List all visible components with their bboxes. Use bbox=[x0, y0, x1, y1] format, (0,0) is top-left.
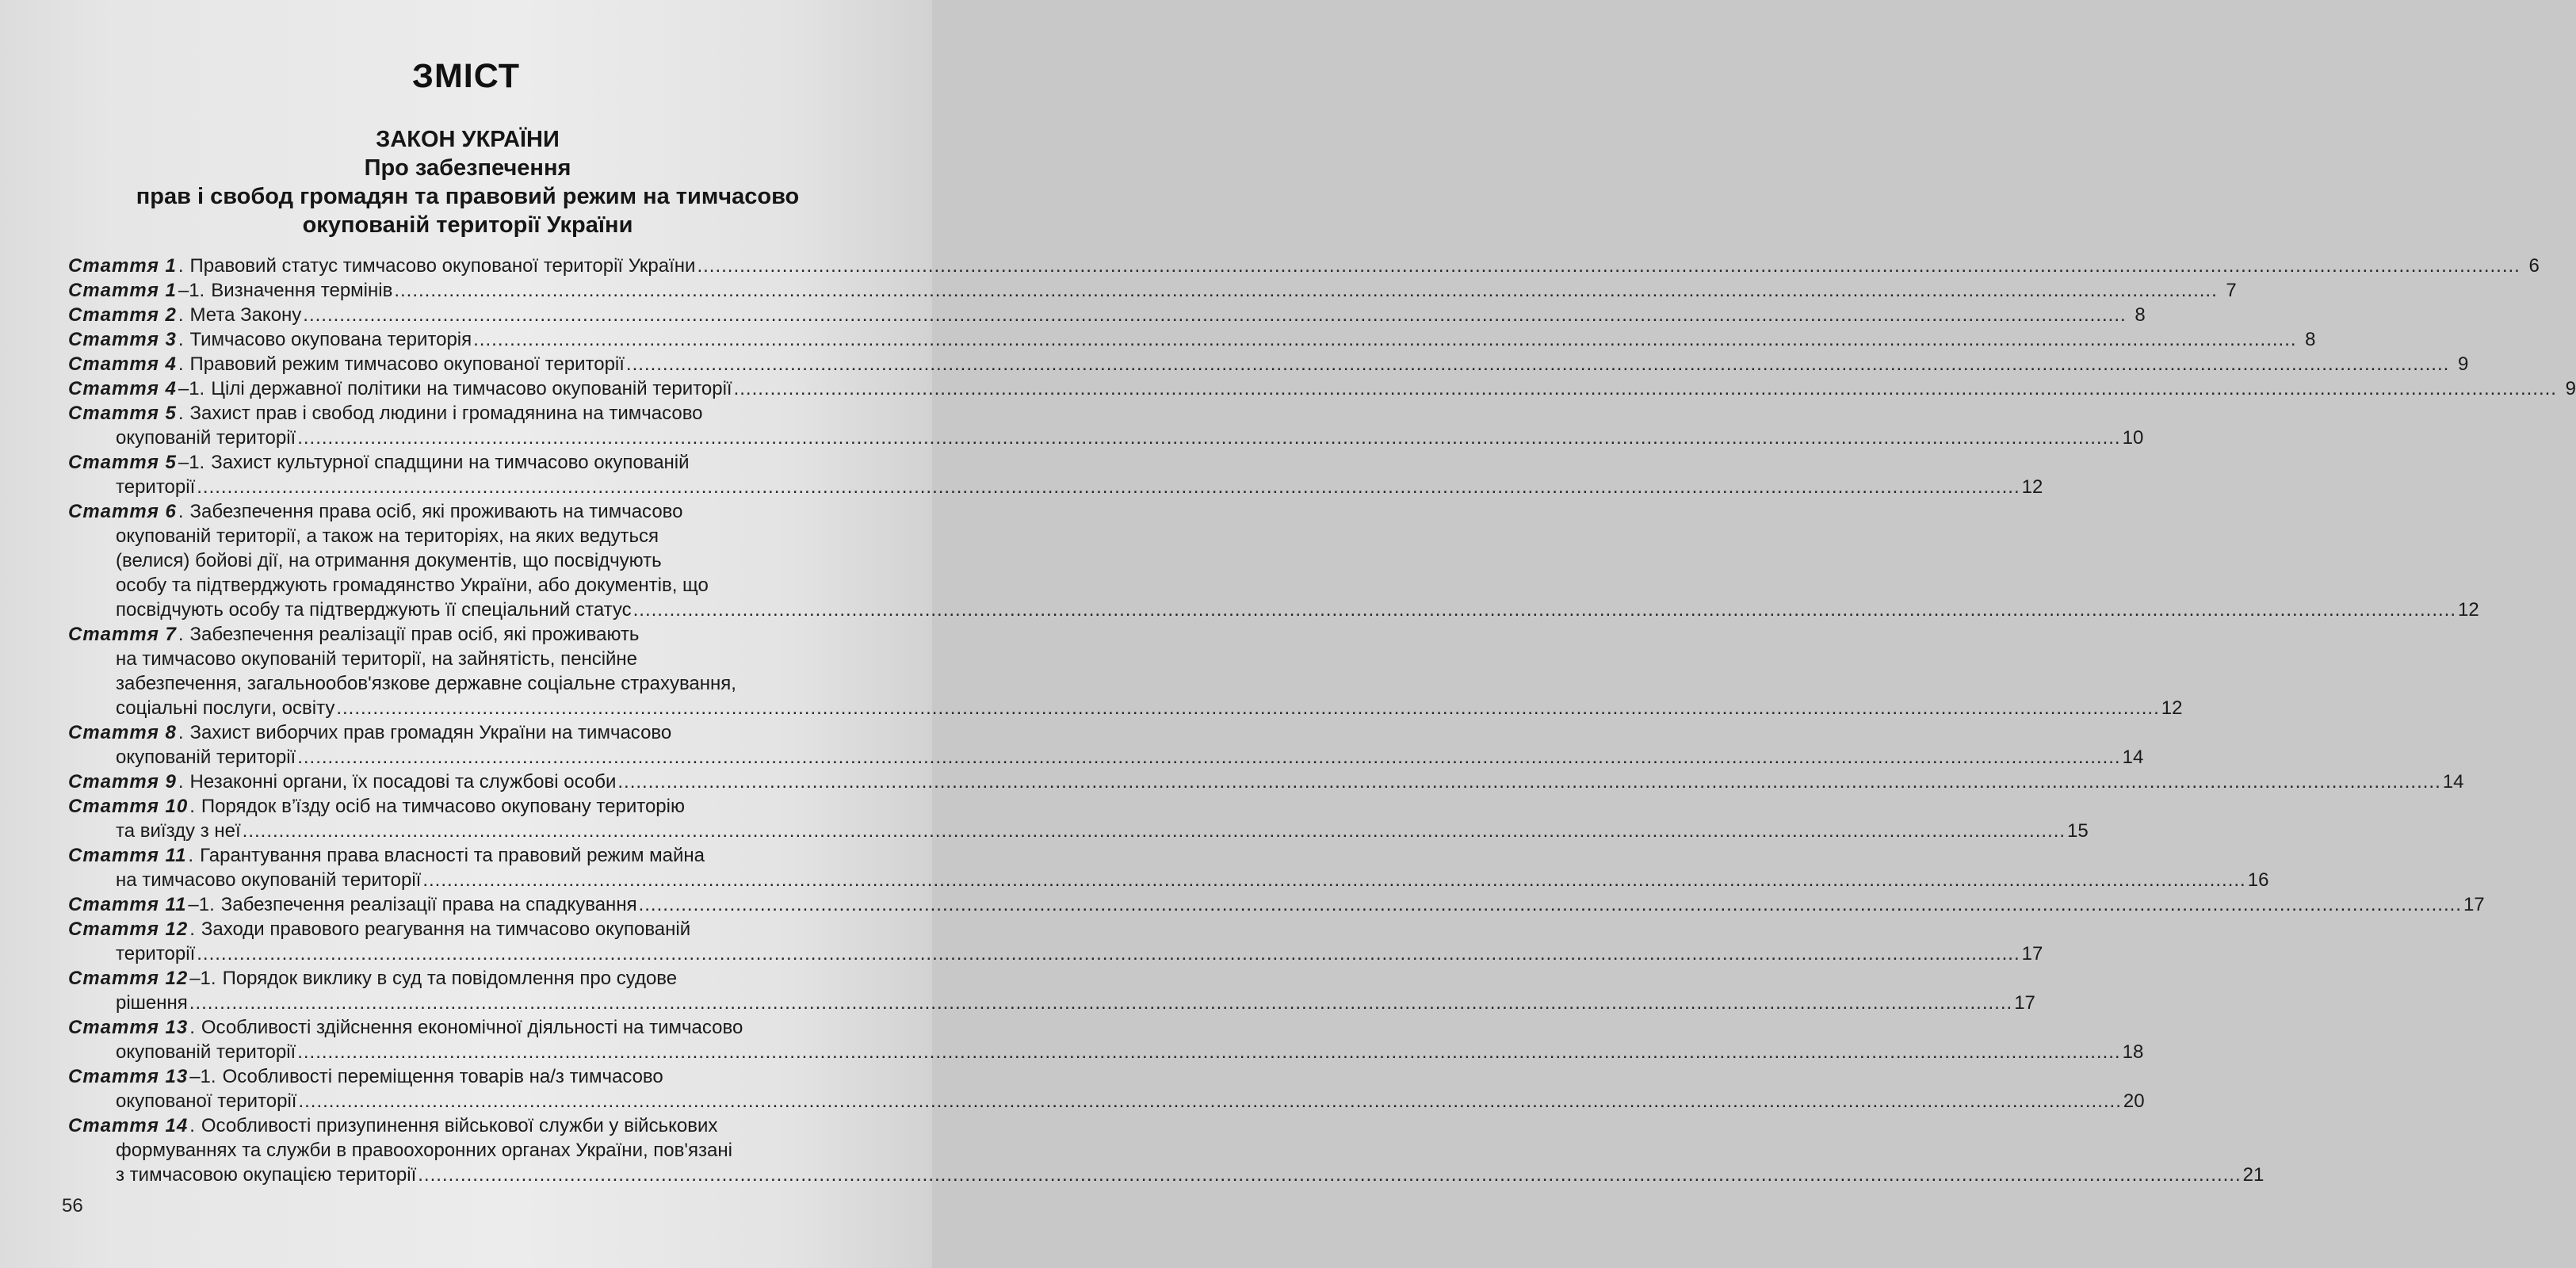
toc-page-number: 14 bbox=[2122, 747, 2144, 768]
article-title: Забезпечення реалізації права на спадкування bbox=[220, 894, 637, 915]
article-label: Стаття 3 bbox=[68, 329, 177, 350]
article-suffix: . bbox=[178, 624, 184, 645]
dot-leader: ............................................................................................................................................................................................................................................................................................................ bbox=[197, 943, 2020, 964]
page-number: 56 bbox=[62, 1195, 83, 1216]
article-suffix: –1. bbox=[189, 968, 216, 989]
toc-entry bbox=[68, 254, 2540, 278]
toc-entry-line bbox=[68, 376, 2576, 401]
article-label: Стаття 5 bbox=[68, 452, 177, 473]
article-suffix: . bbox=[178, 329, 184, 350]
toc-page-number: 16 bbox=[2247, 869, 2269, 891]
article-label: Стаття 12 bbox=[68, 968, 189, 989]
toc-page-number: 20 bbox=[2123, 1090, 2145, 1112]
toc-entry bbox=[68, 843, 2269, 892]
toc-entry-line bbox=[68, 598, 2479, 622]
article-suffix: . bbox=[189, 919, 195, 940]
article-label: Стаття 12 bbox=[68, 919, 189, 940]
article-title: Особливості переміщення товарів на/з тимчасово bbox=[222, 1066, 663, 1087]
dot-leader: ............................................................................................................................................................................................................................................................................................................ bbox=[297, 747, 2121, 768]
article-suffix: –1. bbox=[189, 1066, 216, 1087]
article-label: Стаття 1 bbox=[68, 280, 177, 301]
toc-entry bbox=[68, 892, 2485, 917]
toc-entry-line bbox=[68, 1015, 864, 1040]
article-suffix: . bbox=[189, 1115, 195, 1136]
toc-entry bbox=[68, 352, 2469, 376]
toc-entry-line bbox=[68, 991, 2035, 1015]
article-suffix: . bbox=[178, 501, 184, 522]
article-label: Стаття 2 bbox=[68, 304, 177, 326]
article-suffix: –1. bbox=[188, 894, 215, 915]
dot-leader: ............................................................................................................................................................................................................................................................................................................ bbox=[638, 894, 2462, 915]
toc-entry bbox=[68, 770, 2464, 794]
article-title: (велися) бойові дії, на отримання документів, що посвідчують bbox=[116, 550, 662, 571]
article-title: Порядок в’їзду осіб на тимчасово окуповану територію bbox=[201, 796, 685, 817]
article-title: Заходи правового реагування на тимчасово окупованій bbox=[201, 919, 691, 940]
toc-entry-line bbox=[68, 696, 2183, 720]
toc-entry-line bbox=[68, 622, 864, 647]
toc-page-number: 12 bbox=[2458, 599, 2479, 621]
dot-leader: ............................................................................................................................................................................................................................................................................................................ bbox=[394, 280, 2218, 301]
article-title: окупованій території bbox=[116, 1041, 296, 1063]
article-label: Стаття 11 bbox=[68, 894, 187, 915]
article-suffix: –1. bbox=[178, 378, 205, 399]
dot-leader: ............................................................................................................................................................................................................................................................................................................ bbox=[418, 1164, 2242, 1186]
toc-entry-line bbox=[68, 254, 2540, 278]
article-label: Стаття 14 bbox=[68, 1115, 189, 1136]
article-title: формуваннях та служби в правоохоронних органах України, пов'язані bbox=[116, 1140, 732, 1161]
toc-page-number: 12 bbox=[2021, 476, 2043, 498]
toc-entry-line bbox=[68, 401, 864, 426]
toc-entry-line bbox=[68, 573, 864, 598]
article-label: Стаття 11 bbox=[68, 845, 187, 866]
article-label: Стаття 1 bbox=[68, 255, 177, 277]
toc-entry bbox=[68, 401, 2144, 450]
article-title: Правовий статус тимчасово окупованої території України bbox=[189, 255, 696, 277]
article-suffix: . bbox=[178, 255, 184, 277]
article-label: Стаття 4 bbox=[68, 353, 177, 375]
dot-leader: ............................................................................................................................................................................................................................................................................................................ bbox=[242, 820, 2066, 842]
dot-leader: ............................................................................................................................................................................................................................................................................................................ bbox=[298, 1090, 2122, 1112]
article-title: Визначення термінів bbox=[211, 280, 393, 301]
article-suffix: . bbox=[188, 845, 194, 866]
toc-page-number: 10 bbox=[2122, 427, 2144, 449]
toc-entry-line bbox=[68, 647, 864, 671]
law-header bbox=[32, 125, 904, 239]
toc-page-number: 17 bbox=[2463, 894, 2485, 915]
article-title: Захист культурної спадщини на тимчасово окупованій bbox=[211, 452, 690, 473]
toc-entry bbox=[68, 622, 2183, 720]
article-title: посвідчують особу та підтверджують її спеціальний статус bbox=[116, 599, 632, 621]
article-label: Стаття 8 bbox=[68, 722, 177, 743]
dot-leader: ............................................................................................................................................................................................................................................................................................................ bbox=[297, 1041, 2121, 1063]
dot-leader: ............................................................................................................................................................................................................................................................................................................ bbox=[303, 304, 2127, 326]
article-suffix: –1. bbox=[178, 280, 205, 301]
article-title: території bbox=[116, 943, 196, 964]
toc-entry-line bbox=[68, 917, 864, 941]
article-title: Особливості здійснення економічної діяльності на тимчасово bbox=[201, 1017, 743, 1038]
toc-entry-line bbox=[68, 1064, 864, 1089]
toc-entry bbox=[68, 917, 2043, 966]
article-label: Стаття 7 bbox=[68, 624, 177, 645]
toc-entry-line bbox=[68, 278, 2237, 303]
toc-entry-line bbox=[68, 1113, 864, 1138]
toc-entry-line bbox=[68, 499, 864, 524]
toc-entry-line bbox=[68, 352, 2469, 376]
toc-entry-line bbox=[68, 794, 864, 819]
toc-entry-line bbox=[68, 671, 864, 696]
dot-leader: ............................................................................................................................................................................................................................................................................................................ bbox=[189, 992, 2013, 1014]
toc-entry-line bbox=[68, 941, 2043, 966]
article-label: Стаття 13 bbox=[68, 1066, 189, 1087]
toc-entry-line bbox=[68, 524, 864, 548]
article-title: та виїзду з неї bbox=[116, 820, 241, 842]
toc-page-number: 17 bbox=[2014, 992, 2035, 1014]
toc-entry bbox=[68, 327, 2316, 352]
toc-page-number: 15 bbox=[2067, 820, 2089, 842]
article-title: соціальні послуги, освіту bbox=[116, 697, 335, 719]
toc-entry bbox=[68, 376, 2576, 401]
dot-leader: ............................................................................................................................................................................................................................................................................................................ bbox=[422, 869, 2246, 891]
toc-entry-line bbox=[68, 819, 2089, 843]
toc-page-number: 8 bbox=[2305, 329, 2316, 350]
toc-entry bbox=[68, 303, 2146, 327]
toc-page-number: 8 bbox=[2135, 304, 2146, 326]
toc-entry-line bbox=[68, 303, 2146, 327]
page-title: ЗМІСТ bbox=[412, 57, 520, 95]
article-title: на тимчасово окупованій території, на зайнятість, пенсійне bbox=[116, 648, 638, 670]
toc-entry-line bbox=[68, 1163, 2265, 1187]
article-title: Тимчасово окупована територія bbox=[189, 329, 472, 350]
dot-leader: ............................................................................................................................................................................................................................................................................................................ bbox=[625, 353, 2450, 375]
article-suffix: . bbox=[189, 1017, 195, 1038]
article-suffix: –1. bbox=[178, 452, 205, 473]
article-suffix: . bbox=[189, 796, 195, 817]
toc-entry-line bbox=[68, 1040, 2144, 1064]
article-title: Особливості призупинення військової служби у військових bbox=[201, 1115, 718, 1136]
article-title: окупованої території bbox=[116, 1090, 297, 1112]
article-suffix: . bbox=[178, 304, 184, 326]
toc-entry-line bbox=[68, 966, 864, 991]
article-title: Порядок виклику в суд та повідомлення про судове bbox=[222, 968, 678, 989]
article-label: Стаття 5 bbox=[68, 403, 177, 424]
toc-entry-line bbox=[68, 1138, 864, 1163]
article-title: особу та підтверджують громадянство України, або документів, що bbox=[116, 575, 709, 596]
toc-entry-line bbox=[68, 426, 2144, 450]
article-suffix: . bbox=[178, 403, 184, 424]
article-title: окупованій території, а також на територіях, на яких ведуться bbox=[116, 525, 659, 547]
article-title: Забезпечення права осіб, які проживають на тимчасово bbox=[189, 501, 683, 522]
article-suffix: . bbox=[178, 771, 184, 792]
dot-leader: ............................................................................................................................................................................................................................................................................................................ bbox=[473, 329, 2297, 350]
toc-entry-line bbox=[68, 720, 864, 745]
toc-page-number: 9 bbox=[2457, 353, 2469, 375]
toc-entry bbox=[68, 1113, 2265, 1187]
dot-leader: ............................................................................................................................................................................................................................................................................................................ bbox=[617, 771, 2441, 792]
toc-entry bbox=[68, 278, 2237, 303]
article-title: забезпечення, загальнообов'язкове державне соціальне страхування, bbox=[116, 673, 736, 694]
article-title: Правовий режим тимчасово окупованої території bbox=[189, 353, 625, 375]
law-header-line-3: прав і свобод громадян та правовий режим на тимчасово bbox=[136, 184, 800, 209]
article-label: Стаття 13 bbox=[68, 1017, 189, 1038]
law-header-line-4: окупованій території України bbox=[302, 212, 633, 238]
toc-page-number: 14 bbox=[2442, 771, 2464, 792]
toc-entry bbox=[68, 499, 2479, 622]
article-title: Незаконні органи, їх посадові та службові особи bbox=[189, 771, 617, 792]
toc-entry bbox=[68, 720, 2144, 770]
toc-entry-line bbox=[68, 327, 2316, 352]
toc-entry-line bbox=[68, 475, 2043, 499]
article-title: на тимчасово окупованій території bbox=[116, 869, 422, 891]
article-title: Забезпечення реалізації прав осіб, які проживають bbox=[189, 624, 640, 645]
toc-page-number: 18 bbox=[2122, 1041, 2144, 1063]
toc-entry bbox=[68, 450, 2043, 499]
toc-entry-line bbox=[68, 450, 864, 475]
toc-page-number: 6 bbox=[2528, 255, 2540, 277]
toc-page-number: 7 bbox=[2226, 280, 2237, 301]
article-suffix: . bbox=[178, 353, 184, 375]
toc-entry bbox=[68, 1064, 2145, 1113]
dot-leader: ............................................................................................................................................................................................................................................................................................................ bbox=[297, 427, 2121, 449]
toc-entry-line bbox=[68, 843, 864, 868]
dot-leader: ............................................................................................................................................................................................................................................................................................................ bbox=[633, 599, 2457, 621]
toc-page-number: 12 bbox=[2161, 697, 2183, 719]
toc-entry-line bbox=[68, 1089, 2145, 1113]
toc-entry-line bbox=[68, 868, 2269, 892]
dot-leader: ............................................................................................................................................................................................................................................................................................................ bbox=[336, 697, 2160, 719]
article-title: окупованій території bbox=[116, 747, 296, 768]
article-title: Цілі державної політики на тимчасово окупованій території bbox=[211, 378, 732, 399]
article-title: Мета Закону bbox=[189, 304, 302, 326]
article-title: території bbox=[116, 476, 196, 498]
law-header-line-2: Про забезпечення bbox=[364, 155, 571, 181]
dot-leader: ............................................................................................................................................................................................................................................................................................................ bbox=[697, 255, 2521, 277]
toc-entry bbox=[68, 966, 2035, 1015]
article-label: Стаття 4 bbox=[68, 378, 177, 399]
article-suffix: . bbox=[178, 722, 184, 743]
toc-entry-line bbox=[68, 548, 864, 573]
article-title: Захист виборчих прав громадян України на тимчасово bbox=[189, 722, 672, 743]
toc-entry-line bbox=[68, 745, 2144, 770]
toc-page-number: 21 bbox=[2242, 1164, 2265, 1186]
article-title: рішення bbox=[116, 992, 188, 1014]
article-label: Стаття 10 bbox=[68, 796, 189, 817]
article-label: Стаття 6 bbox=[68, 501, 177, 522]
dot-leader: ............................................................................................................................................................................................................................................................................................................ bbox=[733, 378, 2557, 399]
toc-page-number: 9 bbox=[2565, 378, 2576, 399]
toc-entry bbox=[68, 1015, 2144, 1064]
article-title: з тимчасовою окупацією території bbox=[116, 1164, 417, 1186]
law-header-line-1: ЗАКОН УКРАЇНИ bbox=[376, 127, 560, 152]
article-label: Стаття 9 bbox=[68, 771, 177, 792]
article-title: Захист прав і свобод людини і громадянина на тимчасово bbox=[189, 403, 703, 424]
toc-entry-line bbox=[68, 892, 2485, 917]
article-title: окупованій території bbox=[116, 427, 296, 449]
dot-leader: ............................................................................................................................................................................................................................................................................................................ bbox=[197, 476, 2020, 498]
toc-entry-line bbox=[68, 770, 2464, 794]
toc-page-number: 17 bbox=[2021, 943, 2043, 964]
article-title: Гарантування права власності та правовий режим майна bbox=[200, 845, 705, 866]
toc-entry bbox=[68, 794, 2089, 843]
table-of-contents bbox=[68, 254, 2576, 1187]
